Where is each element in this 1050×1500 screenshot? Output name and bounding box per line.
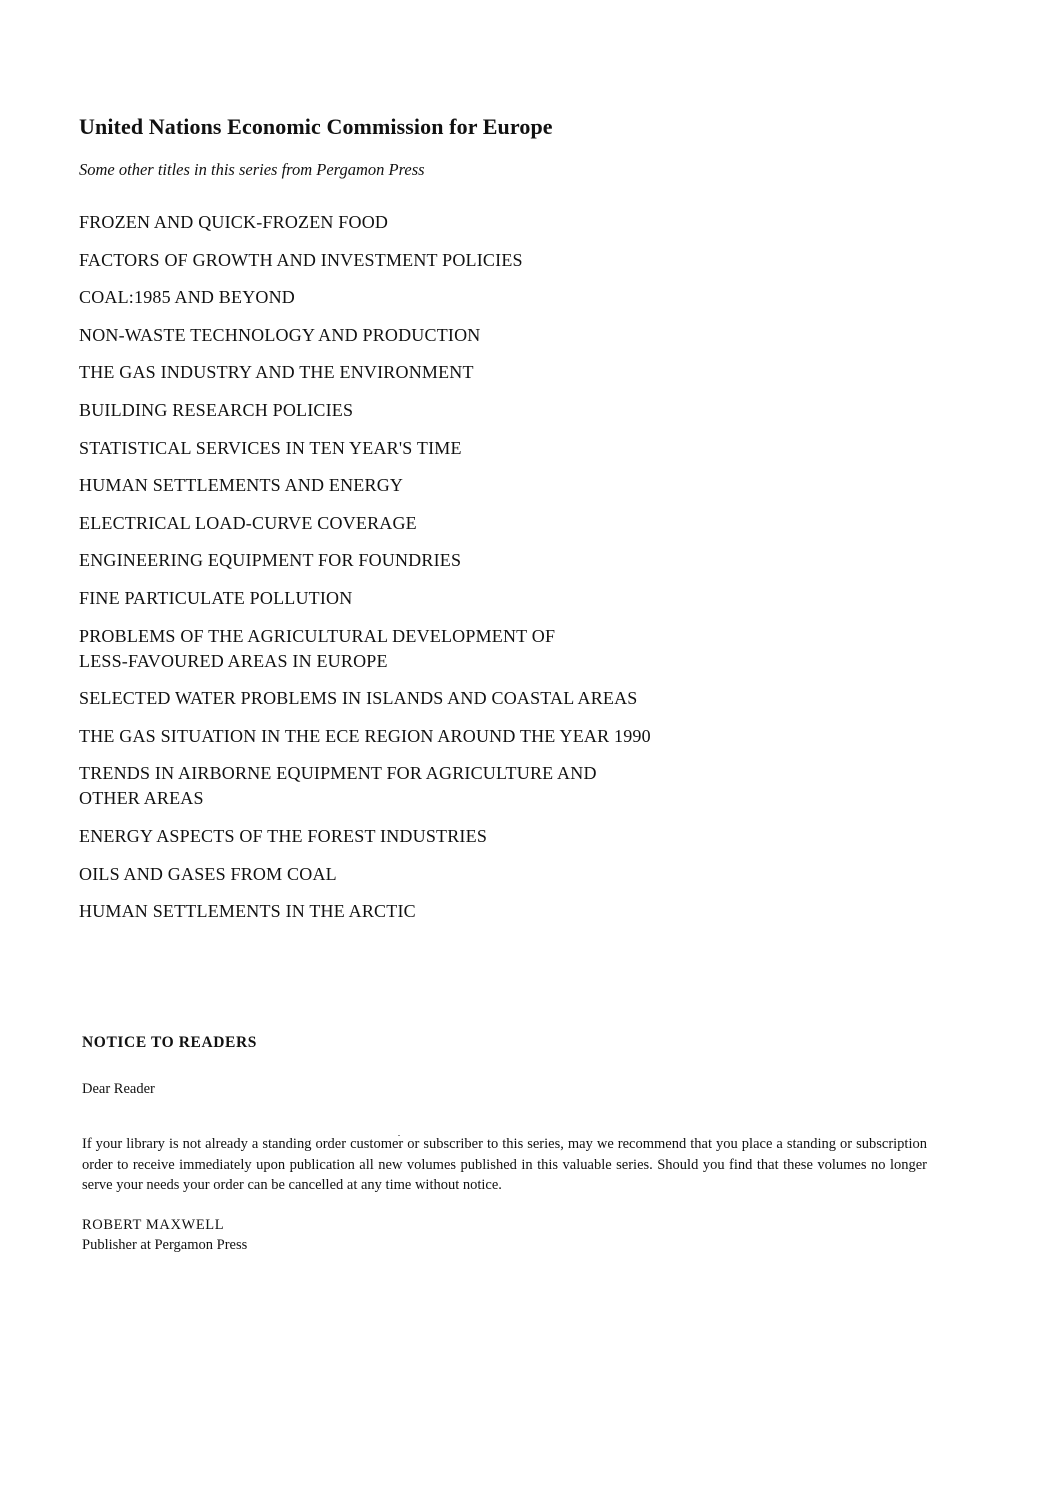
- signoff-role: Publisher at Pergamon Press: [82, 1237, 248, 1253]
- title-line: TRENDS IN AIRBORNE EQUIPMENT FOR AGRICULTURE AND: [79, 763, 597, 784]
- title-item: OILS AND GASES FROM COAL: [79, 863, 337, 884]
- series-subtitle: Some other titles in this series from Pergamon Press: [79, 160, 425, 179]
- signoff: [82, 1215, 927, 1256]
- title-item: HUMAN SETTLEMENTS AND ENERGY: [79, 475, 404, 496]
- signoff-name: ROBERT MAXWELL: [82, 1216, 225, 1233]
- title-item: BUILDING RESEARCH POLICIES: [79, 399, 354, 420]
- title-item: THE GAS INDUSTRY AND THE ENVIRONMENT: [79, 362, 474, 383]
- print-speck: [398, 1135, 400, 1136]
- title-item-two-line: [79, 624, 839, 674]
- title-item-two-line: [79, 761, 839, 811]
- title-line: OTHER AREAS: [79, 788, 204, 809]
- salutation: Dear Reader: [82, 1081, 155, 1097]
- title-item: NON-WASTE TECHNOLOGY AND PRODUCTION: [79, 324, 481, 345]
- title-list: [79, 210, 839, 937]
- series-heading: United Nations Economic Commission for Europe: [79, 114, 553, 139]
- title-line: PROBLEMS OF THE AGRICULTURAL DEVELOPMENT OF: [79, 625, 556, 646]
- title-item: FACTORS OF GROWTH AND INVESTMENT POLICIES: [79, 249, 523, 270]
- notice-heading: NOTICE TO READERS: [82, 1034, 258, 1051]
- title-item: ELECTRICAL LOAD-CURVE COVERAGE: [79, 512, 417, 533]
- title-item: ENGINEERING EQUIPMENT FOR FOUNDRIES: [79, 550, 462, 571]
- title-item: ENERGY ASPECTS OF THE FOREST INDUSTRIES: [79, 825, 488, 846]
- notice-body: If your library is not already a standing order customer or subscriber to this series, may we recommend that you place a standing or subscription order to receive immediately upon publication all new volumes published in this valuable series. Should you find that these volumes no longer serve your needs your order can be cancelled at any time without notice.: [82, 1136, 927, 1193]
- title-item: STATISTICAL SERVICES IN TEN YEAR'S TIME: [79, 437, 462, 458]
- title-item: FROZEN AND QUICK-FROZEN FOOD: [79, 212, 389, 232]
- title-item: HUMAN SETTLEMENTS IN THE ARCTIC: [79, 901, 416, 922]
- notice-section: [82, 1034, 927, 1256]
- title-line: LESS-FAVOURED AREAS IN EUROPE: [79, 650, 388, 671]
- title-item: COAL:1985 AND BEYOND: [79, 287, 296, 308]
- title-item: SELECTED WATER PROBLEMS IN ISLANDS AND COASTAL AREAS: [79, 688, 638, 709]
- title-item: FINE PARTICULATE POLLUTION: [79, 587, 353, 608]
- title-item: THE GAS SITUATION IN THE ECE REGION AROUND THE YEAR 1990: [79, 725, 651, 746]
